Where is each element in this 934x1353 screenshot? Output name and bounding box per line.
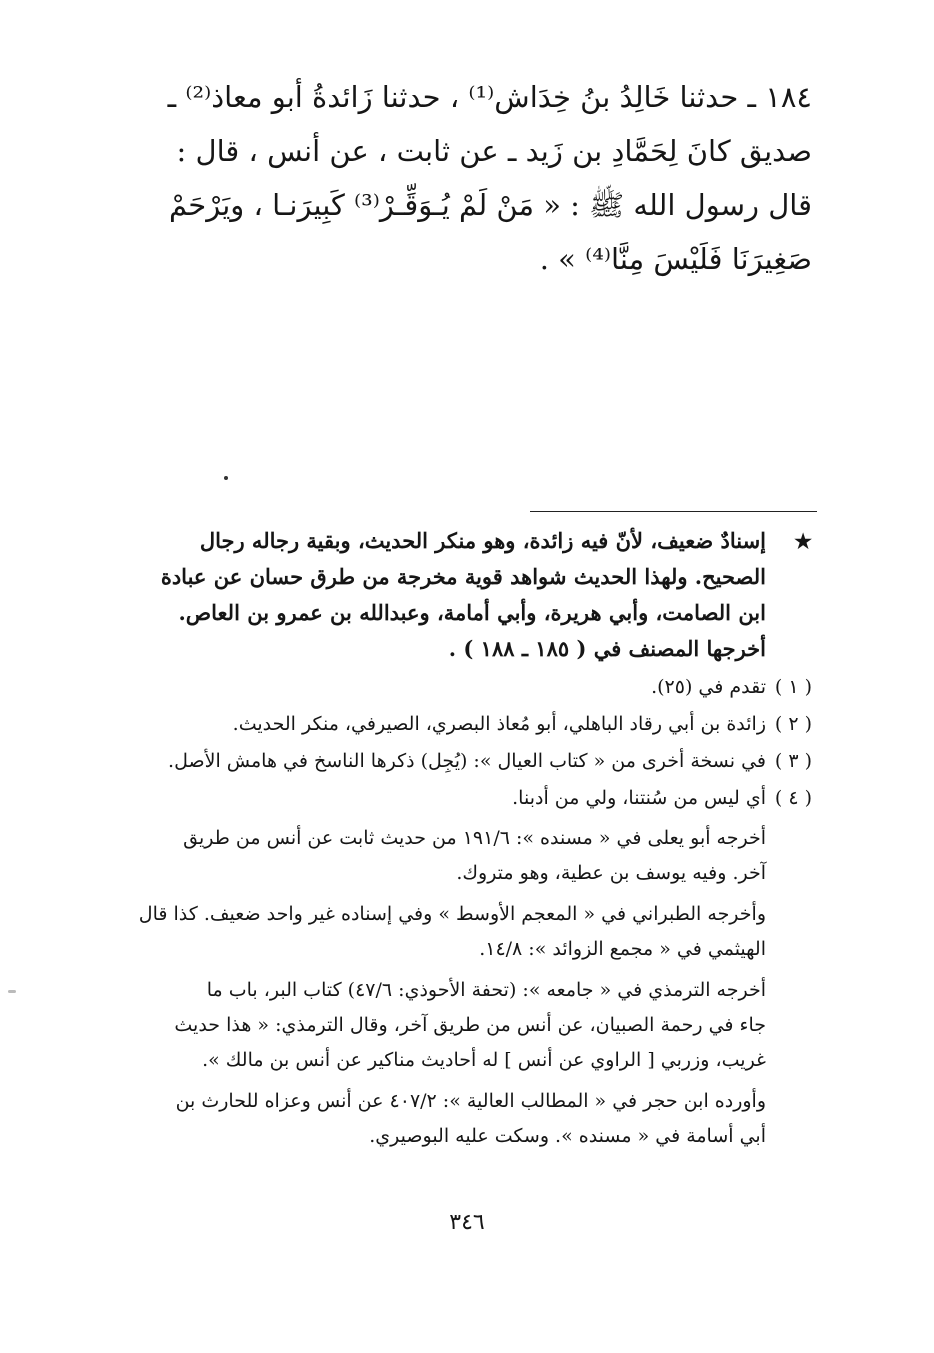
footnote-2 bbox=[100, 708, 812, 741]
takhrij-line: غريب، وزربي [ الراوي عن أنس ] له أحاديث مناكير عن أنس بن مالك ». bbox=[202, 1049, 766, 1071]
scan-speck bbox=[224, 476, 228, 480]
hadith-line: صَغِيرَنَا فَلَيْسَ مِنَّا⁽⁴⁾ » . bbox=[539, 242, 812, 276]
footnote-number: ( ١ ) bbox=[774, 676, 812, 698]
hadith-line: ١٨٤ ـ حدثنا خَالِدُ بنُ خِدَاش⁽¹⁾ ، حدثنا زَائدةُ أبو معاذ⁽²⁾ ـ bbox=[167, 80, 812, 114]
takhrij-line: جاء في رحمة الصبيان، عن أنس من طريق آخر، وقال الترمذي: « هذا حديث bbox=[174, 1014, 766, 1036]
scan-speck bbox=[8, 990, 16, 993]
page-number: ٣٤٦ bbox=[449, 1210, 485, 1235]
takhrij-paragraph bbox=[100, 973, 812, 1078]
note-line: الصحيح. ولهذا الحديث شواهد قوية مخرجة من طرق حسان عن عبادة bbox=[160, 564, 766, 589]
takhrij-paragraph bbox=[100, 897, 812, 967]
hadith-line: صديق كانَ لِحَمَّادِ بن زَيد ـ عن ثابت ، عن أنس ، قال : bbox=[176, 134, 812, 168]
hadith-text bbox=[100, 70, 812, 286]
isnad-grading-note bbox=[100, 523, 812, 667]
note-line: ابن الصامت، وأبي هريرة، وأبي أمامة، وعبدالله بن عمرو بن العاص. bbox=[178, 600, 766, 625]
footnote-number: ( ٣ ) bbox=[774, 750, 812, 772]
footnote-separator bbox=[530, 511, 817, 512]
star-icon: ★ bbox=[794, 529, 812, 553]
footnote-3 bbox=[100, 745, 812, 778]
footnote-text: أي ليس من سُنتنا، ولي من أدبنا. bbox=[512, 787, 766, 809]
hadith-line: قال رسول الله ﷺ : « مَنْ لَمْ يُـوَقِّـرْ⁽³⁾ كَبِيرَنـا ، ويَرْحَمْ bbox=[168, 188, 812, 222]
takhrij-line: الهيثمي في « مجمع الزوائد »: ١٤/٨. bbox=[479, 938, 766, 960]
footnote-number: ( ٤ ) bbox=[774, 787, 812, 809]
takhrij-line: آخر. وفيه يوسف بن عطية، وهو متروك. bbox=[456, 862, 766, 884]
footnote-text: زائدة بن أبي رقاد الباهلي، أبو مُعاذ البصري، الصيرفي، منكر الحديث. bbox=[232, 713, 766, 735]
footnote-1 bbox=[100, 671, 812, 704]
takhrij-line: أخرجه الترمذي في « جامعه »: (تحفة الأحوذي: ٤٧/٦) كتاب البر، باب ما bbox=[206, 979, 766, 1001]
takhrij-line: أخرجه أبو يعلى في « مسنده »: ١٩١/٦ من حديث ثابت عن أنس من طريق bbox=[183, 827, 766, 849]
note-line: أخرجها المصنف في ( ١٨٥ ـ ١٨٨ ) . bbox=[448, 636, 766, 661]
footnote-4 bbox=[100, 782, 812, 815]
footnotes-section bbox=[100, 523, 812, 1154]
takhrij-paragraph bbox=[100, 1084, 812, 1154]
footnote-text: تقدم في (٢٥). bbox=[651, 676, 766, 698]
footnote-number: ( ٢ ) bbox=[774, 713, 812, 735]
note-line: إسنادٌ ضعيف، لأنّ فيه زائدة، وهو منكر الحديث، وبقية رجاله رجال bbox=[199, 528, 766, 553]
takhrij-line: أبي أسامة في « مسنده ». وسكت عليه البوصيري. bbox=[369, 1125, 766, 1147]
takhrij-paragraph bbox=[100, 821, 812, 891]
takhrij-line: وأورده ابن حجر في « المطالب العالية »: ٤٠٧/٢ عن أنس وعزاه للحارث بن bbox=[175, 1090, 766, 1112]
takhrij-line: وأخرجه الطبراني في « المعجم الأوسط » وفي إسناده غير واحد ضعيف. كذا قال bbox=[138, 903, 766, 925]
footnote-text: في نسخة أخرى من « كتاب العيال »: (يُجِل) ذكرها الناسخ في هامش الأصل. bbox=[168, 750, 766, 772]
